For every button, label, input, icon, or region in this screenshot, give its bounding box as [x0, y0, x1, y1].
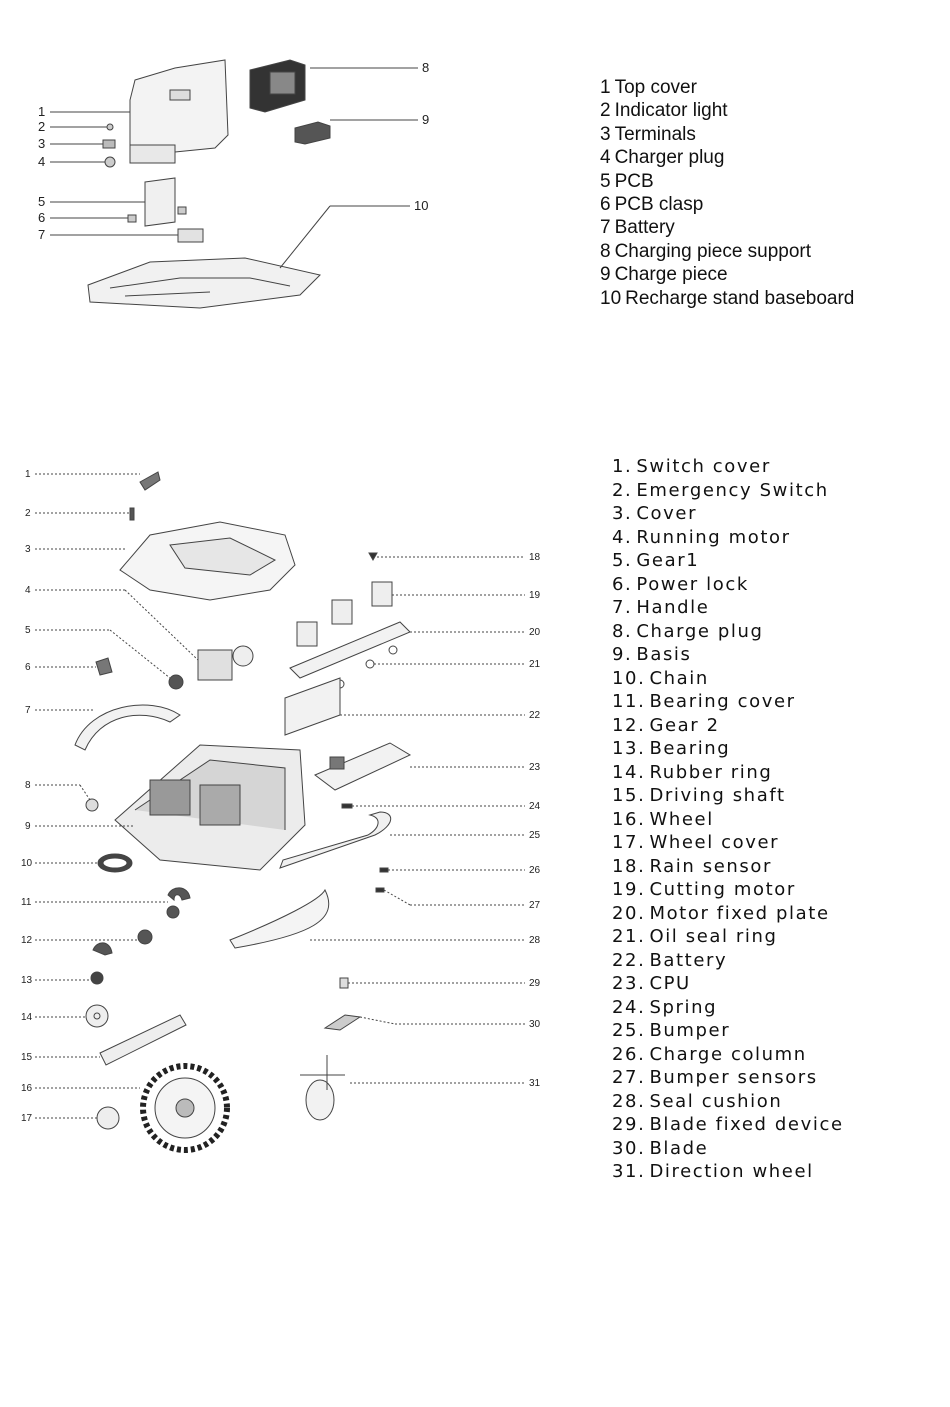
- recharge-stand-exploded-diagram: [0, 40, 560, 340]
- legend-item: 9. Basis: [612, 644, 692, 665]
- part-charger-plug: [105, 157, 115, 167]
- callout-11: 11: [21, 897, 32, 908]
- legend-item: 14. Rubber ring: [612, 761, 773, 783]
- legend-item: 25. Bumper: [612, 1020, 731, 1041]
- part-spring: [342, 804, 352, 808]
- callout-7: 7: [25, 705, 31, 716]
- legend-item: 18. Rain sensor: [612, 855, 772, 877]
- part-rubber-ring: [86, 1005, 108, 1027]
- callout-14: 14: [21, 1012, 33, 1023]
- callout-12: 12: [21, 935, 33, 946]
- legend-item: 8 Charging piece support: [600, 240, 812, 262]
- legend-item: 9 Charge piece: [600, 264, 728, 286]
- part-running-motor: [198, 650, 232, 680]
- callout-13: 13: [21, 975, 33, 986]
- callout-5: 5: [25, 625, 31, 636]
- mower-exploded-diagram: [0, 450, 570, 1170]
- part-rain-sensor: [369, 553, 377, 560]
- legend-item: 3. Cover: [612, 503, 698, 524]
- part-terminals: [103, 140, 115, 148]
- callout-26: 26: [529, 865, 541, 876]
- part-recharge-stand-baseboard: [88, 258, 320, 308]
- part-pcb: [145, 178, 175, 226]
- callout-2: 2: [25, 508, 31, 519]
- part-driving-shaft: [100, 1015, 186, 1065]
- legend-item: 16. Wheel: [612, 808, 714, 830]
- callout-10: 10: [21, 858, 33, 869]
- callout-9: 9: [25, 821, 31, 832]
- legend-item: 4. Running motor: [612, 526, 791, 548]
- legend-item: 5 PCB: [600, 170, 654, 192]
- part-blade-fixed-device: [340, 978, 348, 988]
- part-bumper-sensors: [376, 888, 384, 892]
- legend-item: 10 Recharge stand baseboard: [600, 287, 855, 309]
- callout-6: 6: [38, 210, 46, 225]
- callout-15: 15: [21, 1052, 33, 1063]
- callout-27: 27: [529, 900, 541, 911]
- mower-parts-legend: [612, 455, 848, 1184]
- callout-1: 1: [38, 104, 46, 119]
- callout-7: 7: [38, 227, 46, 242]
- callout-4: 4: [38, 154, 46, 169]
- legend-item: 12. Gear 2: [612, 714, 720, 736]
- legend-item: 10. Chain: [612, 667, 709, 689]
- callout-16: 16: [21, 1083, 33, 1094]
- callout-3: 3: [25, 544, 31, 555]
- legend-item: 4 Charger plug: [600, 147, 725, 169]
- legend-item: 11. Bearing cover: [612, 691, 796, 712]
- legend-item: 6 PCB clasp: [600, 194, 704, 216]
- callout-3: 3: [38, 136, 46, 151]
- callout-17: 17: [21, 1113, 33, 1124]
- part-pcb-clasp: [128, 215, 136, 222]
- legend-item: 15. Driving shaft: [612, 785, 786, 806]
- callout-30: 30: [529, 1019, 541, 1030]
- part-direction-wheel: [306, 1080, 334, 1120]
- part-indicator-light: [107, 124, 113, 130]
- part-oil-seal-ring: [366, 660, 374, 668]
- part-emergency-switch: [130, 508, 134, 520]
- callout-6: 6: [25, 662, 31, 673]
- callout-8: 8: [422, 60, 430, 75]
- legend-item: 2. Emergency Switch: [612, 479, 829, 501]
- legend-item: 1 Top cover: [600, 77, 697, 98]
- callout-4: 4: [25, 585, 31, 596]
- callout-24: 24: [529, 801, 541, 812]
- legend-item: 28. Seal cushion: [612, 1090, 783, 1112]
- legend-item: 13. Bearing: [612, 738, 731, 759]
- legend-item: 22. Battery: [612, 949, 728, 971]
- part-charge-piece: [295, 122, 330, 144]
- callout-31: 31: [529, 1078, 541, 1089]
- legend-item: 5. Gear1: [612, 550, 700, 571]
- part-blade: [325, 1015, 360, 1030]
- callout-19: 19: [529, 590, 541, 601]
- part-charge-column: [380, 868, 388, 872]
- legend-item: 26. Charge column: [612, 1043, 807, 1065]
- part-wheel-cover: [97, 1107, 119, 1129]
- legend-item: 8. Charge plug: [612, 620, 764, 642]
- legend-item: 3 Terminals: [600, 123, 696, 145]
- callout-21: 21: [529, 659, 541, 670]
- legend-item: 7 Battery: [600, 217, 675, 239]
- legend-item: 29. Blade fixed device: [612, 1114, 844, 1135]
- callout-28: 28: [529, 935, 541, 946]
- part-gear1: [169, 675, 183, 689]
- callout-8: 8: [25, 780, 31, 791]
- legend-item: 6. Power lock: [612, 573, 749, 595]
- legend-item: 17. Wheel cover: [612, 832, 780, 853]
- part-cutting-motor: [372, 582, 392, 606]
- recharge-stand-parts-legend: [600, 76, 858, 310]
- legend-item: 21. Oil seal ring: [612, 926, 778, 947]
- part-gear2: [138, 930, 152, 944]
- part-bearing-cover: [168, 888, 190, 900]
- legend-item: 2 Indicator light: [600, 100, 728, 122]
- part-battery: [178, 229, 203, 242]
- part-battery: [285, 678, 340, 735]
- callout-2: 2: [38, 119, 46, 134]
- legend-item: 27. Bumper sensors: [612, 1067, 818, 1088]
- callout-18: 18: [529, 552, 541, 563]
- part-cpu: [315, 743, 410, 790]
- callout-29: 29: [529, 978, 541, 989]
- callout-10: 10: [414, 198, 429, 213]
- legend-item: 1. Switch cover: [612, 456, 771, 477]
- part-seal-cushion: [230, 890, 329, 948]
- callout-1: 1: [25, 469, 31, 480]
- part-power-lock: [96, 658, 112, 675]
- legend-item: 24. Spring: [612, 996, 718, 1018]
- callout-9: 9: [422, 112, 430, 127]
- legend-item: 19. Cutting motor: [612, 879, 796, 900]
- callout-20: 20: [529, 627, 541, 638]
- legend-item: 20. Motor fixed plate: [612, 902, 830, 924]
- legend-item: 31. Direction wheel: [612, 1161, 814, 1182]
- callout-22: 22: [529, 710, 541, 721]
- callout-25: 25: [529, 830, 541, 841]
- part-handle: [75, 705, 180, 750]
- part-switch-cover: [140, 472, 160, 490]
- legend-item: 30. Blade: [612, 1137, 709, 1159]
- callout-23: 23: [529, 762, 541, 773]
- part-charge-plug: [86, 799, 98, 811]
- legend-item: 7. Handle: [612, 597, 710, 618]
- part-bearing: [91, 972, 103, 984]
- callout-5: 5: [38, 194, 46, 209]
- legend-item: 23. CPU: [612, 973, 691, 994]
